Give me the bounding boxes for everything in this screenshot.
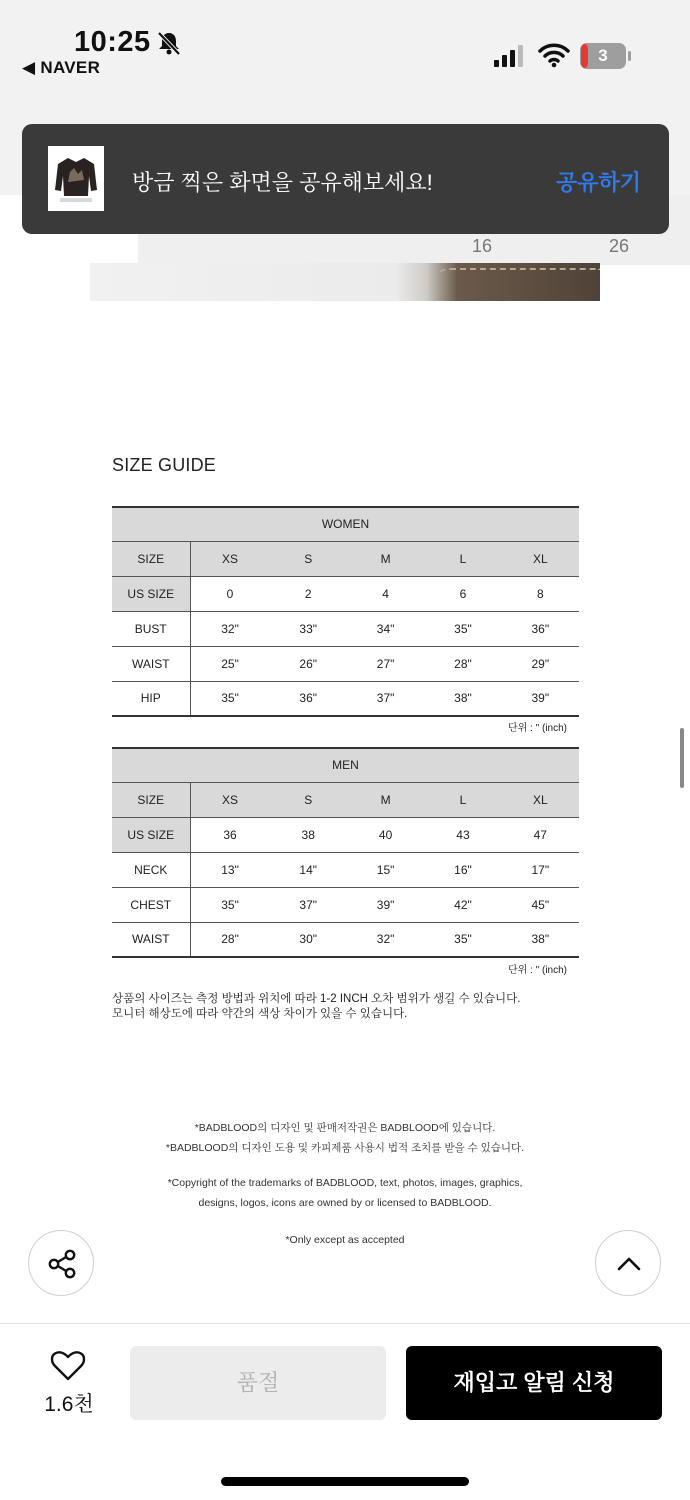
table-cell: SIZE <box>112 541 190 576</box>
table-cell: 35" <box>424 611 501 646</box>
bell-muted-icon <box>156 30 182 56</box>
copyright-line: *BADBLOOD의 디자인 및 판매저작권은 BADBLOOD에 있습니다. <box>194 1122 496 1134</box>
table-cell: 33" <box>270 611 347 646</box>
table-cell: NECK <box>112 852 190 887</box>
soldout-button[interactable]: 품절 <box>130 1346 386 1420</box>
table-cell: US SIZE <box>112 817 190 852</box>
table-cell: 32" <box>347 922 424 957</box>
home-indicator[interactable] <box>221 1477 469 1486</box>
copyright-line: *Only except as accepted <box>285 1234 405 1246</box>
table-cell: 37" <box>347 681 424 716</box>
screenshot-thumbnail[interactable] <box>48 146 104 211</box>
table-cell: 25" <box>190 646 270 681</box>
women-size-table <box>112 506 579 717</box>
copyright-line: designs, logos, icons are owned by or licensed to BADBLOOD. <box>198 1197 492 1209</box>
table-cell: HIP <box>112 681 190 716</box>
table-cell: M <box>347 541 424 576</box>
table-cell: SIZE <box>112 782 190 817</box>
table-cell: 47 <box>502 817 579 852</box>
men-size-table <box>112 747 579 958</box>
tab-count-qna[interactable]: 26 <box>609 236 630 256</box>
status-time: 10:25 <box>74 26 151 58</box>
back-to-app-link[interactable]: ◀ NAVER <box>22 58 101 77</box>
table-cell: CHEST <box>112 887 190 922</box>
table-row <box>112 646 579 681</box>
table-cell: 2 <box>270 576 347 611</box>
table-cell: 8 <box>502 576 579 611</box>
table-cell: 38 <box>270 817 347 852</box>
table-cell: XL <box>502 541 579 576</box>
table-cell: 45" <box>502 887 579 922</box>
table-cell: 30" <box>270 922 347 957</box>
table-cell: XS <box>190 782 270 817</box>
table-cell: 28" <box>424 646 501 681</box>
table-cell: WAIST <box>112 922 190 957</box>
table-row <box>112 922 579 957</box>
table-cell: 36" <box>270 681 347 716</box>
size-note-line: 모니터 해상도에 따라 약간의 색상 차이가 있을 수 있습니다. <box>112 1008 408 1020</box>
table-cell: 28" <box>190 922 270 957</box>
table-cell: 16" <box>424 852 501 887</box>
table-cell: 40 <box>347 817 424 852</box>
table-cell: 34" <box>347 611 424 646</box>
table-cell: 35" <box>190 681 270 716</box>
like-count: 1.6천 <box>44 1393 94 1416</box>
table-cell: XS <box>190 541 270 576</box>
table-row <box>112 887 579 922</box>
table-cell: 39" <box>347 887 424 922</box>
table-cell: M <box>347 782 424 817</box>
toast-message: 방금 찍은 화면을 공유해보세요! <box>132 170 433 195</box>
table-cell: 17" <box>502 852 579 887</box>
share-button[interactable] <box>28 1230 94 1296</box>
wifi-icon <box>538 42 570 68</box>
table-row <box>112 576 579 611</box>
table-cell: S <box>270 541 347 576</box>
table-cell: 35" <box>424 922 501 957</box>
tab-count-reviews[interactable]: 16 <box>472 236 493 256</box>
table-cell: 14" <box>270 852 347 887</box>
copyright-line: *BADBLOOD의 디자인 도용 및 카피제품 사용시 법적 조치를 받을 수 있습니다. <box>165 1142 525 1154</box>
product-image-stitch <box>430 268 600 288</box>
chevron-up-icon <box>613 1248 645 1280</box>
table-cell: 38" <box>502 922 579 957</box>
table-cell: 43 <box>424 817 501 852</box>
table-cell: L <box>424 541 501 576</box>
size-note-line: 상품의 사이즈는 측정 방법과 위치에 따라 1-2 INCH 오차 범위가 생길 수 있습니다. <box>112 993 521 1005</box>
table-cell: 6 <box>424 576 501 611</box>
share-icon <box>46 1248 78 1280</box>
table-cell: BUST <box>112 611 190 646</box>
table-cell: 37" <box>270 887 347 922</box>
scroll-to-top-button[interactable] <box>595 1230 661 1296</box>
table-cell: S <box>270 782 347 817</box>
table-cell: 27" <box>347 646 424 681</box>
table-cell: 35" <box>190 887 270 922</box>
heart-icon[interactable] <box>50 1350 86 1382</box>
scrollbar-thumb[interactable] <box>680 728 684 788</box>
table-cell: 32" <box>190 611 270 646</box>
table-cell: 39" <box>502 681 579 716</box>
men-unit-note: 단위 : " (inch) <box>508 965 567 976</box>
restock-alert-button[interactable]: 재입고 알림 신청 <box>406 1346 662 1420</box>
table-row <box>112 852 579 887</box>
table-cell: 0 <box>190 576 270 611</box>
table-cell: 15" <box>347 852 424 887</box>
table-cell: 38" <box>424 681 501 716</box>
table-cell: 36 <box>190 817 270 852</box>
table-cell: L <box>424 782 501 817</box>
table-cell: 29" <box>502 646 579 681</box>
table-row <box>112 817 579 852</box>
table-cell: WAIST <box>112 646 190 681</box>
copyright-line: *Copyright of the trademarks of BADBLOOD, text, photos, images, graphics, <box>167 1177 523 1189</box>
table-cell: US SIZE <box>112 576 190 611</box>
women-unit-note: 단위 : " (inch) <box>508 723 567 734</box>
table-cell: 4 <box>347 576 424 611</box>
table-row <box>112 611 579 646</box>
table-cell: 36" <box>502 611 579 646</box>
table-row <box>112 681 579 716</box>
table-cell: 13" <box>190 852 270 887</box>
size-guide-title: SIZE GUIDE <box>112 455 217 475</box>
cellular-signal-icon <box>494 44 528 68</box>
table-cell: 26" <box>270 646 347 681</box>
battery-level: 3 <box>598 46 608 65</box>
toast-share-button[interactable]: 공유하기 <box>556 170 642 195</box>
table-cell: 42" <box>424 887 501 922</box>
jacket-thumbnail-icon <box>48 146 104 211</box>
table-title: MEN <box>112 748 579 782</box>
table-cell: XL <box>502 782 579 817</box>
table-title: WOMEN <box>112 507 579 541</box>
